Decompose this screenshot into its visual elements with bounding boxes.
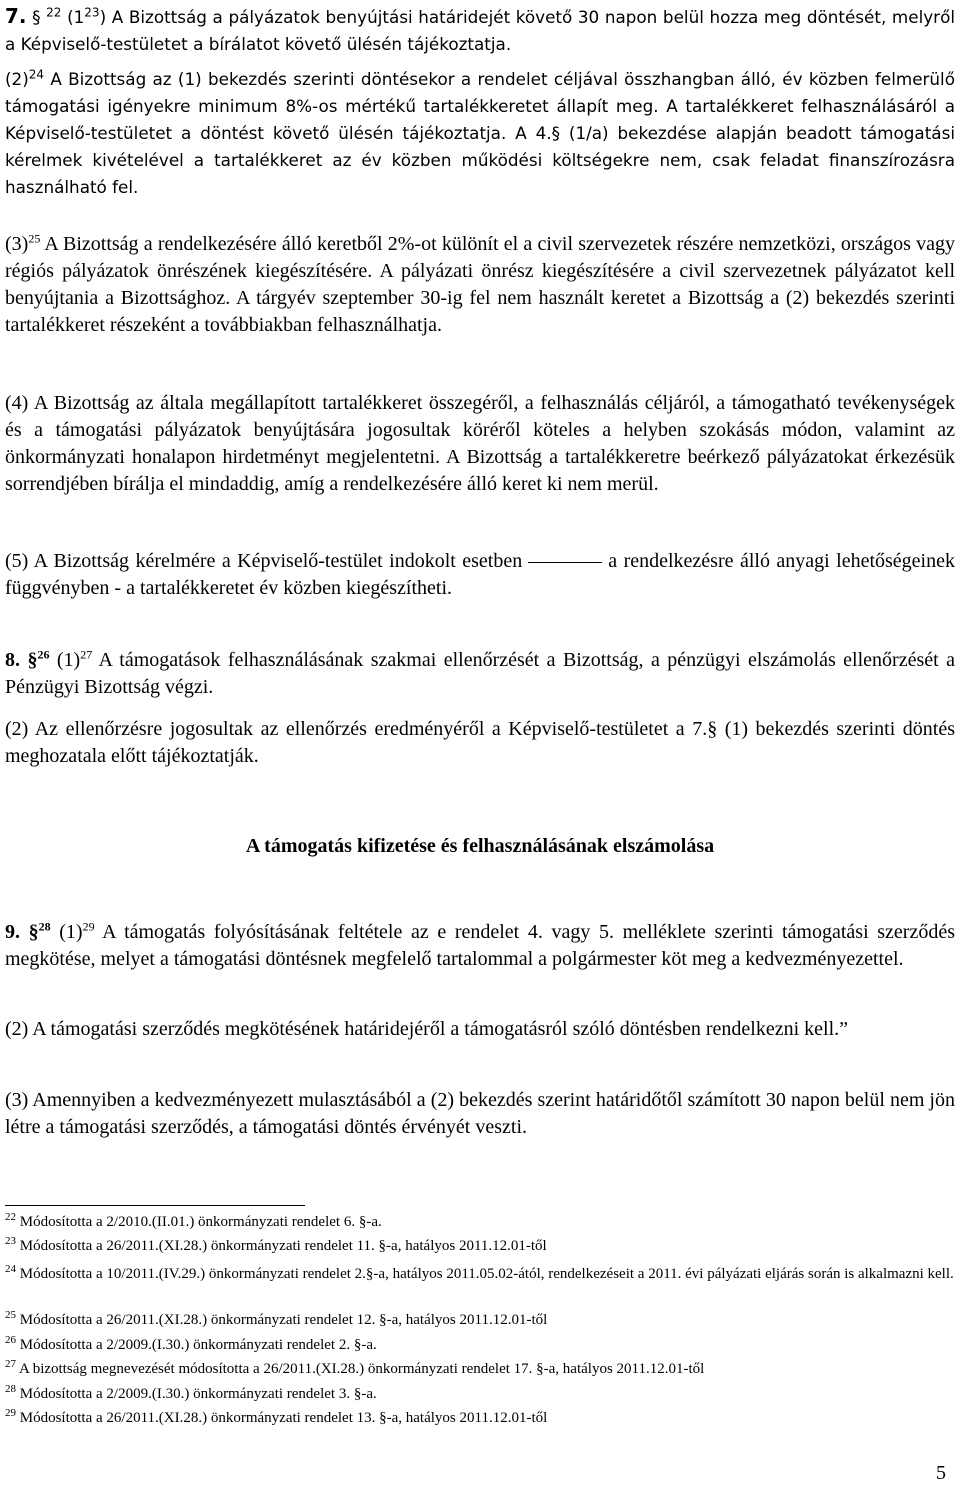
section-7-paragraph-5 <box>5 548 955 602</box>
footnote-ref-29: 29 <box>82 919 95 934</box>
paragraph-text: (5) A Bizottság kérelmére a Képviselő-testület indokolt esetben <box>5 550 523 572</box>
footnote-ref-24: 24 <box>28 67 45 82</box>
footnote-ref-26: 26 <box>37 647 50 662</box>
section-9-number: 9. <box>5 921 20 943</box>
footnote-text: Módosította a 2/2009.(I.30.) önkormányzati rendelet 2. §-a. <box>19 1337 377 1353</box>
footnote-number: 28 <box>5 1383 16 1395</box>
section-9-paragraph-3: (3) Amennyiben a kedvezményezett mulasztásából a (2) bekezdés szerint határidőtől számított 30 napon belül nem jön létre a támogatási szerződés, a támogatási döntés érvényét veszti. <box>5 1089 955 1138</box>
section-7-number: 7. <box>5 4 27 28</box>
paragraph-number: (1) <box>56 649 81 671</box>
section-8-number: 8. <box>5 649 20 671</box>
footnote-28 <box>5 1384 955 1404</box>
footnote-ref-27: 27 <box>80 647 93 662</box>
footnote-text: Módosította a 2/2009.(I.30.) önkormányzati rendelet 3. §-a. <box>19 1386 377 1402</box>
footnote-ref-23: 23 <box>84 5 100 20</box>
footnote-number: 29 <box>5 1407 16 1419</box>
footnote-23 <box>5 1236 955 1256</box>
footnote-number: 26 <box>5 1334 16 1346</box>
footnote-number: 22 <box>5 1211 16 1223</box>
paragraph-text: ) A Bizottság a pályázatok benyújtási határidejét követő 30 napon belül hozza meg döntését, melyről a Képviselő-testületet a bírálatot követő ülésén tájékoztatja. <box>5 7 956 54</box>
paragraph-number: (2) <box>5 69 29 89</box>
paragraph-number: (1) <box>59 921 83 943</box>
footnote-22 <box>5 1212 955 1232</box>
page-number: 5 <box>936 1462 946 1484</box>
footnote-ref-25: 25 <box>28 231 41 246</box>
footnote-number: 27 <box>5 1358 16 1370</box>
footnote-number: 25 <box>5 1309 16 1321</box>
footnote-24 <box>5 1264 955 1284</box>
footnote-text: Módosította a 10/2011.(IV.29.) önkormányzati rendelet 2.§-a, hatályos 2011.05.02-ától, rendelkezéseit a 2011. évi pályázati eljárás során is alkalmazni kell. <box>19 1266 954 1282</box>
paragraph-text: A Bizottság a rendelkezésére álló keretből 2%-ot különít el a civil szervezetek részére nemzetközi, országos vagy régiós pályázatok önrészének kiegészítésére. A pályázati önrész kiegészítésére a civil szervezetnek pályázatot kell benyújtania a Bizottsághoz. A tárgyév szeptember 30-ig fel nem használt keretet a Bizottság a (2) bekezdés szerinti tartalékkeret részeként a továbbiakban felhasználhatja. <box>5 233 955 336</box>
em-dash <box>528 562 602 563</box>
paragraph-text: A támogatások felhasználásának szakmai ellenőrzését a Bizottság, a pénzügyi elszámolás ellenőrzését a Pénzügyi Bizottság végzi. <box>5 649 955 698</box>
paragraph-number: (3) <box>5 233 29 255</box>
footnote-separator <box>5 1205 305 1206</box>
footnote-number: 24 <box>5 1263 16 1275</box>
paragraph-text: A Bizottság az (1) bekezdés szerinti döntésekor a rendelet céljával összhangban álló, év közben felmerülő támogatási igényekre minimum 8%-os mértékű tartalékkeretet állapít meg. A tartalékkeret felhasználásáról a Képviselő-testületet a döntést követő ülésén tájékoztatja. A 4.§ (1/a) bekezdése alapján beadott támogatási kérelmek kivételével a tartalékkeret az év közben működési költségekre nem, csak feladat finanszírozásra használható fel. <box>5 69 955 197</box>
footnote-text: Módosította a 26/2011.(XI.28.) önkormányzati rendelet 12. §-a, hatályos 2011.12.01-től <box>19 1312 548 1328</box>
paragraph-text: A támogatás folyósításának feltétele az e rendelet 4. vagy 5. melléklete szerinti támogatási szerződés megkötése, melyet a támogatási döntésnek megfelelő tartalommal a polgármester köt meg a kedvezményezettel. <box>5 921 956 970</box>
footnote-ref-22: 22 <box>46 5 62 20</box>
section-7-paragraph-4: (4) A Bizottság az általa megállapított tartalékkeret összegéről, a felhasználás céljáról, a támogatható tevékenységek és a támogatási pályázatok benyújtására jogosultak köréről köteles a helyben szokásás módon, valamint az önkormányzati honalapon hirdetményt megjelentetni. A Bizottság a tartalékkeretre beérkező pályázatokat érkezésük sorrendjében bírálja el mindaddig, amíg a rendelkezésére álló keret ki nem merül. <box>5 392 955 495</box>
footnote-text: A bizottság megnevezését módosította a 26/2011.(XI.28.) önkormányzati rendelet 17. §-a, hatályos 2011.12.01-től <box>18 1361 705 1377</box>
paragraph-number: (1 <box>67 7 85 27</box>
footnote-text: Módosította a 26/2011.(XI.28.) önkormányzati rendelet 13. §-a, hatályos 2011.12.01-től <box>19 1410 548 1426</box>
section-7-paragraph-1: 7. § $^{22}$ $(1^{23})$ A Bizottság a pályázatok benyújtási határidejét követő 30 napon belül hozza meg döntését, melyről a Képviselő-testületet a bírálatot követő ülésén tájékoztatja. <box>5 4 956 54</box>
footnote-25 <box>5 1310 955 1330</box>
paragraph-text: a rendelkezésre álló anyagi lehetőségeinek függvényben - a tartalékkeretet év közben kiegészítheti. <box>5 550 955 599</box>
footnote-ref-28: 28 <box>38 919 51 934</box>
section-heading: A támogatás kifizetése és felhasználásának elszámolása <box>245 835 715 857</box>
section-7-paragraph-2 <box>5 66 955 201</box>
section-9-paragraph-2: (2) A támogatási szerződés megkötésének határidejéről a támogatásról szóló döntésben rendelkezni kell.” <box>5 1018 849 1040</box>
section-7-paragraph-3 <box>5 231 955 339</box>
footnote-27 <box>5 1359 955 1379</box>
footnote-number: 23 <box>5 1235 16 1247</box>
footnote-29 <box>5 1408 955 1428</box>
section-8-paragraph-2: (2) Az ellenőrzésre jogosultak az ellenőrzés eredményéről a Képviselő-testületet a 7.§ (1) bekezdés szerinti döntés meghozatala előtt tájékoztatják. <box>5 718 955 767</box>
footnote-text: Módosította a 26/2011.(XI.28.) önkormányzati rendelet 11. §-a, hatályos 2011.12.01-től <box>19 1238 547 1254</box>
footnote-text: Módosította a 2/2010.(II.01.) önkormányzati rendelet 6. §-a. <box>19 1214 382 1230</box>
section-8-paragraph-1: 8. §$^{26}$ $(1)^{27}$ A támogatások felhasználásának szakmai ellenőrzését a Bizottság, a pénzügyi elszámolás ellenőrzését a Pénzügyi Bizottság végzi. <box>5 647 955 698</box>
section-9-paragraph-1: 9. §$^{28}$ $(1)^{29}$ A támogatás folyósításának feltétele az e rendelet 4. vagy 5. melléklete szerinti támogatási szerződés megkötése, melyet a támogatási döntésnek megfelelő tartalommal a polgármester köt meg a kedvezményezettel. <box>5 919 956 970</box>
footnote-26 <box>5 1335 955 1355</box>
